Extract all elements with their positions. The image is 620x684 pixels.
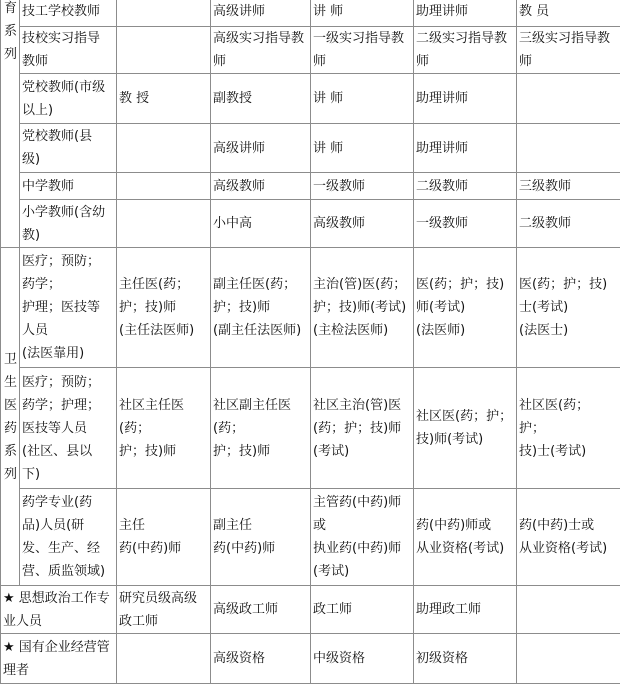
cell-senior: 副主任医(药； 护；技)师 (副主任法医师) bbox=[211, 248, 311, 368]
cell-senior-full bbox=[117, 634, 211, 684]
cell-senior-full bbox=[117, 0, 211, 27]
cell-category: ★ 国有企业经营管 理者 bbox=[1, 634, 117, 684]
cell-senior: 高级实习指导教 师 bbox=[211, 27, 311, 74]
cell-intermediate: 主治(管)医(药； 护；技)师(考试) (主检法医师) bbox=[311, 248, 414, 368]
table-row bbox=[1, 634, 620, 684]
cell-senior-full bbox=[117, 200, 211, 248]
cell-category: 药学专业(药 品)人员(研 发、生产、经 营、质监领域) bbox=[20, 489, 117, 586]
cell-junior: 助理讲师 bbox=[414, 124, 517, 173]
cell-entry bbox=[517, 586, 620, 634]
cell-category: ★ 思想政治工作专 业人员 bbox=[1, 586, 117, 634]
cell-entry: 药(中药)士或 从业资格(考试) bbox=[517, 489, 620, 586]
cell-entry: 社区医(药； 护； 技)士(考试) bbox=[517, 368, 620, 489]
cell-senior-full: 主任 药(中药)师 bbox=[117, 489, 211, 586]
cell-senior: 小中高 bbox=[211, 200, 311, 248]
cell-category: 技工学校教师 bbox=[20, 0, 117, 27]
cell-intermediate: 社区主治(管)医 (药；护；技)师 (考试) bbox=[311, 368, 414, 489]
cell-junior: 助理讲师 bbox=[414, 74, 517, 124]
cell-intermediate: 高级教师 bbox=[311, 200, 414, 248]
cell-senior: 社区副主任医 (药； 护；技)师 bbox=[211, 368, 311, 489]
cell-category: 党校教师(市级 以上) bbox=[20, 74, 117, 124]
table-row bbox=[1, 586, 620, 634]
cell-senior-full: 研究员级高级 政工师 bbox=[117, 586, 211, 634]
cell-senior: 副主任 药(中药)师 bbox=[211, 489, 311, 586]
table-row bbox=[1, 200, 620, 248]
cell-category: 医疗；预防； 药学； 护理；医技等 人员 (法医靠用) bbox=[20, 248, 117, 368]
table-row bbox=[1, 173, 620, 200]
table-row bbox=[1, 0, 620, 27]
cell-senior: 高级政工师 bbox=[211, 586, 311, 634]
table-row bbox=[1, 74, 620, 124]
cell-junior: 二级教师 bbox=[414, 173, 517, 200]
table-row bbox=[1, 368, 620, 489]
cell-junior: 药(中药)师或 从业资格(考试) bbox=[414, 489, 517, 586]
cell-category: 党校教师(县 级) bbox=[20, 124, 117, 173]
cell-senior: 副教授 bbox=[211, 74, 311, 124]
cell-junior: 一级教师 bbox=[414, 200, 517, 248]
cell-intermediate: 政工师 bbox=[311, 586, 414, 634]
cell-intermediate: 讲 师 bbox=[311, 0, 414, 27]
cell-intermediate: 一级实习指导教 师 bbox=[311, 27, 414, 74]
cell-intermediate: 讲 师 bbox=[311, 74, 414, 124]
cell-senior-full: 教 授 bbox=[117, 74, 211, 124]
cell-senior-full bbox=[117, 173, 211, 200]
cell-junior: 助理政工师 bbox=[414, 586, 517, 634]
cell-entry bbox=[517, 74, 620, 124]
table-row bbox=[1, 124, 620, 173]
cell-intermediate: 中级资格 bbox=[311, 634, 414, 684]
cell-junior: 社区医(药；护； 技)师(考试) bbox=[414, 368, 517, 489]
cell-entry bbox=[517, 124, 620, 173]
category-health: 卫生医药系列 bbox=[1, 248, 20, 586]
cell-intermediate: 讲 师 bbox=[311, 124, 414, 173]
cell-intermediate: 主管药(中药)师 或 执业药(中药)师 (考试) bbox=[311, 489, 414, 586]
cell-category: 医疗；预防； 药学；护理； 医技等人员 (社区、县以 下) bbox=[20, 368, 117, 489]
cell-category: 中学教师 bbox=[20, 173, 117, 200]
cell-senior-full bbox=[117, 27, 211, 74]
table-row bbox=[1, 489, 620, 586]
cell-entry: 三级教师 bbox=[517, 173, 620, 200]
cell-senior-full: 社区主任医 (药； 护；技)师 bbox=[117, 368, 211, 489]
cell-intermediate: 一级教师 bbox=[311, 173, 414, 200]
cell-senior: 高级教师 bbox=[211, 173, 311, 200]
category-education: 育系列 bbox=[1, 0, 20, 248]
cell-entry: 三级实习指导教 师 bbox=[517, 27, 620, 74]
cell-junior: 初级资格 bbox=[414, 634, 517, 684]
cell-junior: 二级实习指导教 师 bbox=[414, 27, 517, 74]
cell-junior: 助理讲师 bbox=[414, 0, 517, 27]
cell-senior: 高级资格 bbox=[211, 634, 311, 684]
cell-category: 小学教师(含幼 教) bbox=[20, 200, 117, 248]
cell-senior-full: 主任医(药； 护；技)师 (主任法医师) bbox=[117, 248, 211, 368]
cell-senior: 高级讲师 bbox=[211, 0, 311, 27]
cell-entry: 二级教师 bbox=[517, 200, 620, 248]
cell-senior: 高级讲师 bbox=[211, 124, 311, 173]
cell-junior: 医(药；护；技) 师(考试) (法医师) bbox=[414, 248, 517, 368]
cell-entry: 教 员 bbox=[517, 0, 620, 27]
cell-entry: 医(药；护；技) 士(考试) (法医士) bbox=[517, 248, 620, 368]
table-row bbox=[1, 248, 620, 368]
cell-entry bbox=[517, 634, 620, 684]
cell-category: 技校实习指导 教师 bbox=[20, 27, 117, 74]
table-row bbox=[1, 27, 620, 74]
cell-senior-full bbox=[117, 124, 211, 173]
